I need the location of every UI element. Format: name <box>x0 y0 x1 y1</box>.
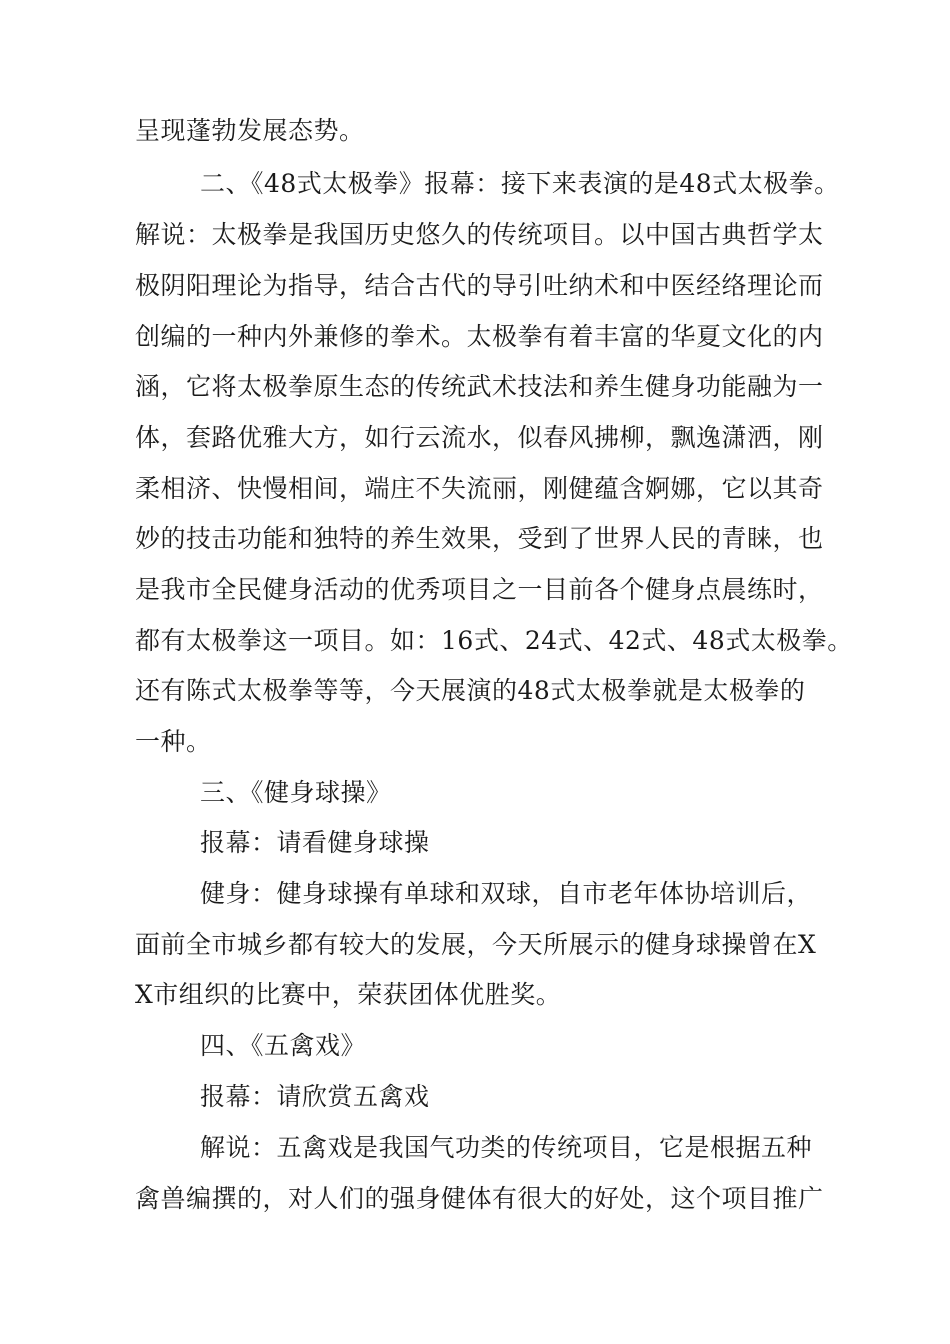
text-line: 涵，它将太极拳原生态的传统武术技法和养生健身功能融为一 <box>135 372 824 401</box>
text-line: 妙的技击功能和独特的养生效果，受到了世界人民的青睐，也 <box>135 524 824 553</box>
text-line: 呈现蓬勃发展态势。 <box>135 116 365 145</box>
text-line: 面前全市城乡都有较大的发展，今天所展示的健身球操曾在X <box>135 930 817 959</box>
text-line: 解说：太极拳是我国历史悠久的传统项目。以中国古典哲学太 <box>135 220 824 249</box>
section-heading: 二、《48式太极拳》报幕：接下来表演的是48式太极拳。 <box>200 169 840 198</box>
text-line: 都有太极拳这一项目。如：16式、24式、42式、48式太极拳。 <box>135 626 853 655</box>
section-heading: 三、《健身球操》 <box>200 778 392 807</box>
text-line: 极阴阳理论为指导，结合古代的导引吐纳术和中医经络理论而 <box>135 271 824 300</box>
text-line: 体，套路优雅大方，如行云流水，似春风拂柳，飘逸潇洒，刚 <box>135 423 824 452</box>
text-line: 报幕：请欣赏五禽戏 <box>200 1082 430 1111</box>
text-line: 柔相济、快慢相间，端庄不失流丽，刚健蕴含婀娜，它以其奇 <box>135 474 824 503</box>
text-line: 健身：健身球操有单球和双球，自市老年体协培训后， <box>200 879 813 908</box>
text-line: X市组织的比赛中，荣获团体优胜奖。 <box>135 980 562 1009</box>
text-line: 是我市全民健身活动的优秀项目之一目前各个健身点晨练时， <box>135 575 824 604</box>
text-line: 解说：五禽戏是我国气功类的传统项目，它是根据五种 <box>200 1133 813 1162</box>
text-line: 创编的一种内外兼修的拳术。太极拳有着丰富的华夏文化的内 <box>135 322 824 351</box>
text-line: 一种。 <box>135 727 212 756</box>
text-line: 禽兽编撰的，对人们的强身健体有很大的好处，这个项目推广 <box>135 1184 824 1213</box>
text-line: 报幕：请看健身球操 <box>200 828 430 857</box>
section-heading: 四、《五禽戏》 <box>200 1031 367 1060</box>
text-line: 还有陈式太极拳等等，今天展演的48式太极拳就是太极拳的 <box>135 676 806 705</box>
